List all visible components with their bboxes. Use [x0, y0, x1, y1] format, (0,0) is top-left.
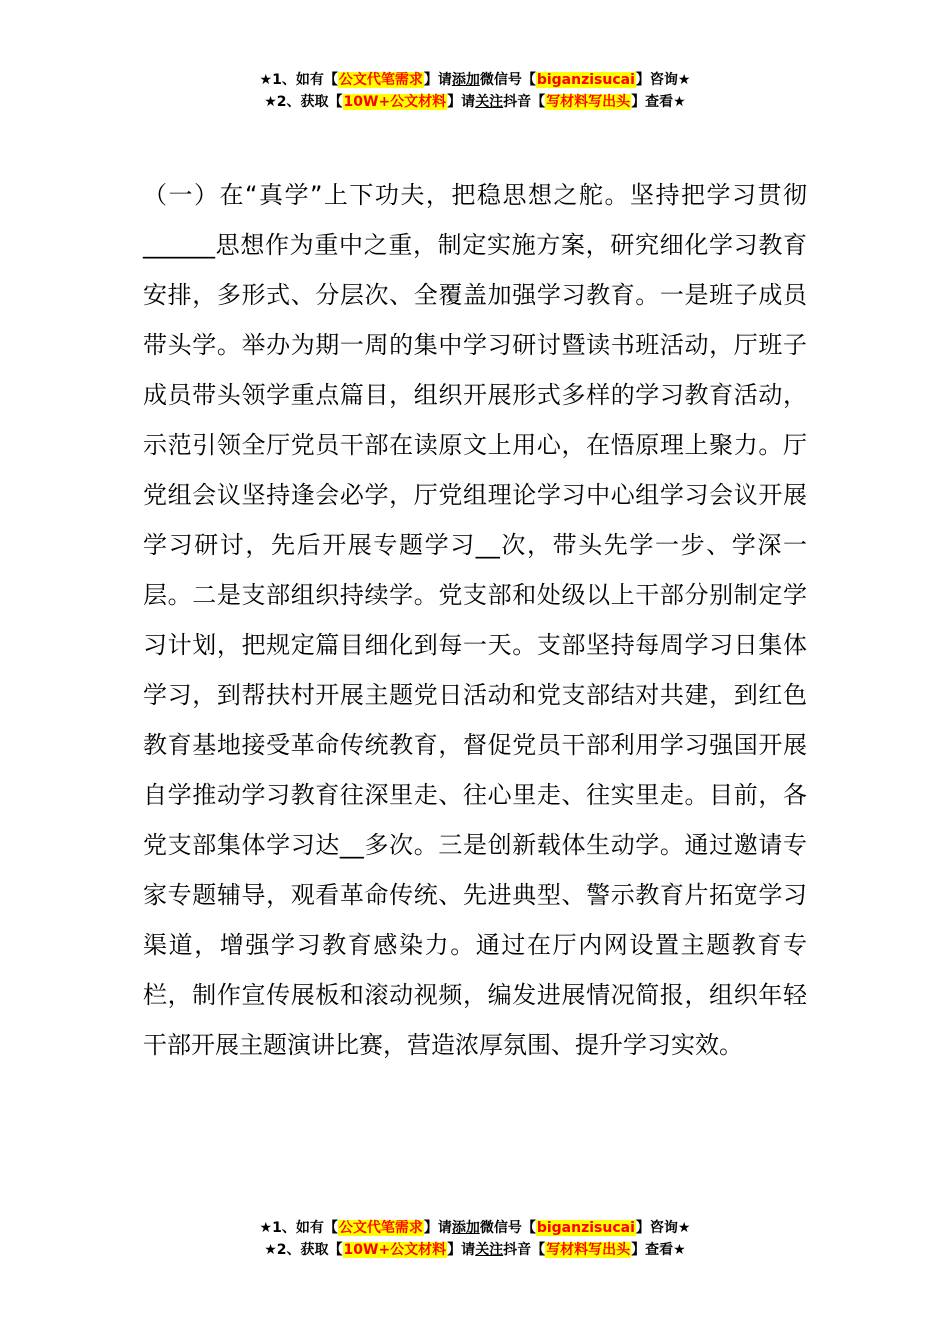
header-banner: [0, 69, 950, 113]
footer-highlight-douyin: 写材料写出头: [546, 1242, 631, 1258]
footer-line-2: ★2、获取【10W+公文材料】请关注抖音【写材料写出头】查看★: [264, 1242, 686, 1258]
header-line-1: ★1、如有【公文代笔需求】请添加微信号【biganzisucai】咨询★: [259, 72, 691, 88]
header-highlight-wechat-id: biganzisucai: [536, 72, 635, 88]
header-line-2: ★2、获取【10W+公文材料】请关注抖音【写材料写出头】查看★: [264, 94, 686, 110]
footer-line-1: ★1、如有【公文代笔需求】请添加微信号【biganzisucai】咨询★: [259, 1220, 691, 1236]
footer-highlight-materials: 10W+公文材料: [343, 1242, 447, 1258]
header-highlight-service: 公文代笔需求: [338, 72, 423, 88]
body-paragraph: （一）在“真学”上下功夫，把稳思想之舵。坚持把学习贯彻______思想作为重中之重，制定实施方案，研究细化学习教育安排，多形式、分层次、全覆盖加强学习教育。一是班子成员带头学。举办为期一周的集中学习研讨暨读书班活动，厅班子成员带头领学重点篇目，组织开展形式多样的学习教育活动，示范引领全厅党员干部在读原文上用心，在悟原理上聚力。厅党组会议坚持逢会必学，厅党组理论学习中心组学习会议开展学习研讨，先后开展专题学习__次，带头先学一步、学深一层。二是支部组织持续学。党支部和处级以上干部分别制定学习计划，把规定篇目细化到每一天。支部坚持每周学习日集体学习，到帮扶村开展主题党日活动和党支部结对共建，到红色教育基地接受革命传统教育，督促党员干部利用学习强国开展自学推动学习教育往深里走、往心里走、往实里走。目前，各党支部集体学习达__多次。三是创新载体生动学。通过邀请专家专题辅导，观看革命传统、先进典型、警示教育片拓宽学习渠道，增强学习教育感染力。通过在厅内网设置主题教育专栏，制作宣传展板和滚动视频，编发进展情况简报，组织年轻干部开展主题演讲比赛，营造浓厚氛围、提升学习实效。: [143, 181, 807, 1059]
footer-highlight-wechat-id: biganzisucai: [536, 1220, 635, 1236]
footer-highlight-service: 公文代笔需求: [338, 1220, 423, 1236]
header-highlight-douyin: 写材料写出头: [546, 94, 631, 110]
header-highlight-materials: 10W+公文材料: [343, 94, 447, 110]
footer-banner: [0, 1217, 950, 1261]
